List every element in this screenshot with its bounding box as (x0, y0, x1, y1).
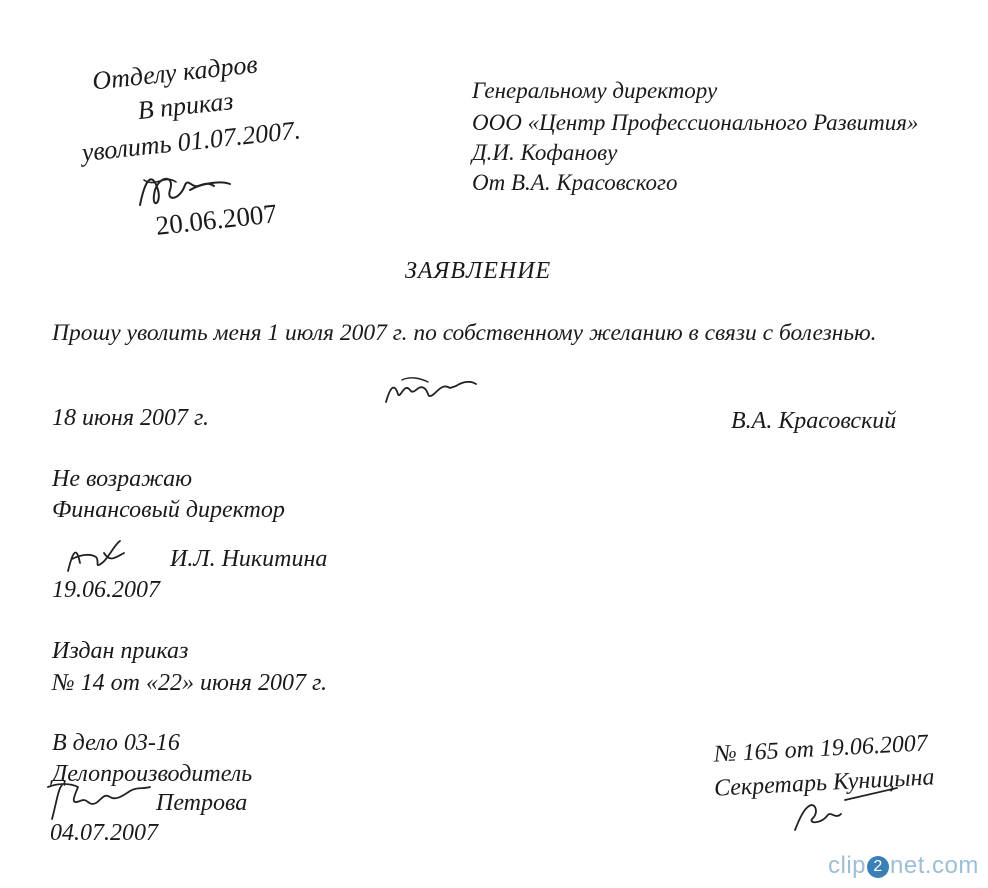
applicant-name: В.А. Красовский (731, 408, 897, 434)
addressee-line-4: От В.А. Красовского (472, 170, 678, 195)
archive-date: 04.07.2007 (50, 820, 158, 846)
registration-secretary: Секретарь Куницына (713, 764, 936, 802)
director-signature-icon (130, 160, 240, 220)
archive-line-2: Делопроизводитель (52, 761, 253, 787)
clip2net-watermark (828, 852, 979, 880)
approval-line-2: Финансовый директор (52, 497, 285, 523)
registration-number: № 165 от 19.06.2007 (713, 730, 929, 768)
order-line-1: Издан приказ (52, 638, 189, 664)
document-title: ЗАЯВЛЕНИЕ (405, 258, 552, 284)
resolution-line-1: Отделу кадров (90, 49, 259, 96)
addressee-line-2: ООО «Центр Профессионального Развития» (472, 110, 919, 135)
resolution-line-2: В приказ (136, 86, 235, 126)
clerk-signature-icon (44, 775, 154, 825)
secretary-signature-icon (785, 780, 905, 840)
applicant-signature-icon (380, 370, 480, 410)
watermark-logo-icon: 2 (867, 856, 889, 878)
finance-director-signature-icon (60, 533, 130, 578)
addressee-line-1: Генеральному директору (472, 78, 718, 103)
approval-line-1: Не возражаю (52, 466, 193, 492)
watermark-text-start: clip (828, 852, 867, 879)
resolution-date: 20.06.2007 (154, 198, 279, 241)
order-line-2: № 14 от «22» июня 2007 г. (52, 670, 327, 696)
clerk-name: Петрова (156, 790, 248, 816)
archive-line-1: В дело 03-16 (52, 730, 180, 756)
resolution-line-3: уволить 01.07.2007. (80, 115, 302, 168)
approver-name: И.Л. Никитина (170, 546, 328, 572)
approval-date: 19.06.2007 (52, 577, 160, 603)
resolution-block (60, 31, 359, 259)
application-date: 18 июня 2007 г. (52, 405, 210, 431)
addressee-line-3: Д.И. Кофанову (472, 140, 618, 165)
watermark-text-end: net.com (890, 852, 979, 879)
request-text: Прошу уволить меня 1 июля 2007 г. по собственному желанию в связи с болезнью. (52, 320, 877, 346)
